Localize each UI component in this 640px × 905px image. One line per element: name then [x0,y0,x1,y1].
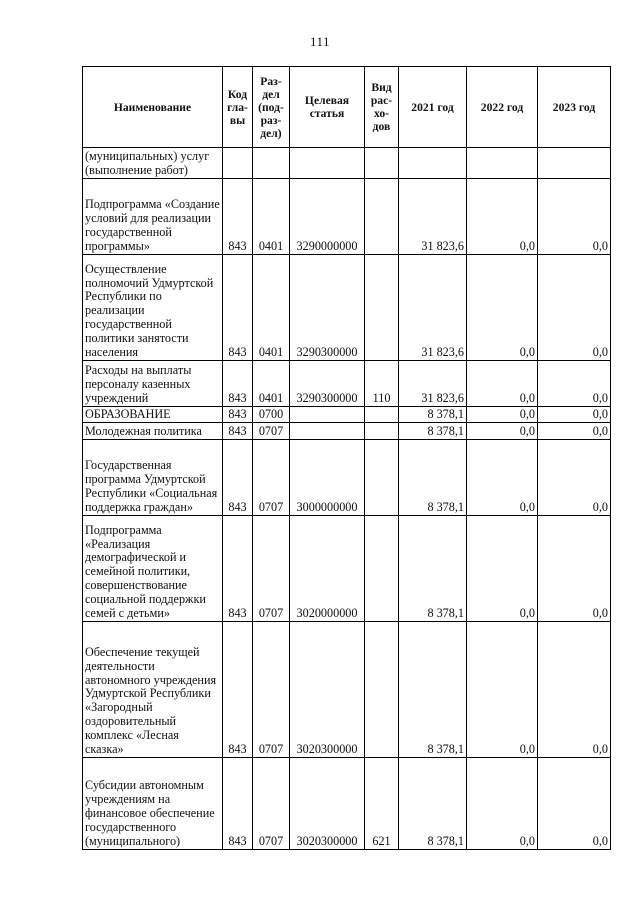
cell-target-article: 3020000000 [290,516,365,622]
cell-section: 0700 [253,407,290,423]
header-year-2023: 2023 год [538,67,611,148]
cell-chapter-code: 843 [223,758,253,850]
cell-year-2022: 0,0 [467,758,538,850]
cell-year-2023: 0,0 [538,758,611,850]
cell-section: 0707 [253,622,290,758]
cell-year-2022: 0,0 [467,255,538,361]
cell-target-article: 3020300000 [290,758,365,850]
header-chapter-code: Код гла- вы [223,67,253,148]
cell-chapter-code: 843 [223,423,253,440]
cell-year-2023: 0,0 [538,255,611,361]
header-target-article: Целевая статья [290,67,365,148]
cell-year-2022: 0,0 [467,407,538,423]
cell-year-2022: 0,0 [467,622,538,758]
cell-name: (муниципальных) услуг (выполнение работ) [83,148,223,179]
cell-section: 0707 [253,440,290,516]
cell-expense-type [365,622,399,758]
cell-target-article [290,423,365,440]
table-row [83,516,611,622]
cell-target-article [290,407,365,423]
cell-name: Государственная программа Удмуртской Республики «Социальная поддержка граждан» [83,440,223,516]
cell-target-article: 3020300000 [290,622,365,758]
header-year-2021: 2021 год [399,67,467,148]
cell-year-2022 [467,148,538,179]
cell-section [253,148,290,179]
cell-target-article: 3290300000 [290,361,365,407]
cell-chapter-code: 843 [223,407,253,423]
table-row [83,622,611,758]
cell-target-article: 3290300000 [290,255,365,361]
cell-chapter-code [223,148,253,179]
cell-year-2022: 0,0 [467,179,538,255]
table-row [83,361,611,407]
cell-year-2023: 0,0 [538,423,611,440]
cell-expense-type: 110 [365,361,399,407]
cell-chapter-code: 843 [223,179,253,255]
cell-expense-type [365,148,399,179]
cell-year-2021: 31 823,6 [399,255,467,361]
cell-section: 0707 [253,758,290,850]
cell-name: Обеспечение текущей деятельности автономного учреждения Удмуртской Республики «Загородный оздоровительный комплекс «Лесная сказка» [83,622,223,758]
cell-expense-type [365,255,399,361]
cell-target-article: 3000000000 [290,440,365,516]
cell-year-2023: 0,0 [538,407,611,423]
cell-year-2021: 8 378,1 [399,516,467,622]
cell-name: Подпрограмма «Создание условий для реализации государственной программы» [83,179,223,255]
cell-section: 0401 [253,179,290,255]
header-section: Раз- дел (под- раз- дел) [253,67,290,148]
cell-year-2023: 0,0 [538,361,611,407]
table-row [83,407,611,423]
table-row [83,440,611,516]
cell-name: Подпрограмма «Реализация демографической и семейной политики, совершенствование социальной поддержки семей с детьми» [83,516,223,622]
cell-name: ОБРАЗОВАНИЕ [83,407,223,423]
cell-year-2021 [399,148,467,179]
cell-year-2023: 0,0 [538,440,611,516]
cell-year-2022: 0,0 [467,516,538,622]
cell-year-2022: 0,0 [467,423,538,440]
cell-chapter-code: 843 [223,255,253,361]
cell-year-2021: 8 378,1 [399,622,467,758]
table-row [83,255,611,361]
cell-year-2021: 31 823,6 [399,179,467,255]
table-row [83,423,611,440]
cell-expense-type: 621 [365,758,399,850]
cell-name: Молодежная политика [83,423,223,440]
cell-name: Осуществление полномочий Удмуртской Республики по реализации государственной политики занятости населения [83,255,223,361]
cell-section: 0707 [253,423,290,440]
cell-chapter-code: 843 [223,440,253,516]
header-expense-type: Вид рас- хо- дов [365,67,399,148]
cell-expense-type [365,407,399,423]
table-row [83,179,611,255]
cell-name: Субсидии автономным учреждениям на финансовое обеспечение государственного (муниципального) [83,758,223,850]
cell-expense-type [365,179,399,255]
cell-year-2021: 31 823,6 [399,361,467,407]
page-number: 111 [309,34,331,49]
cell-section: 0401 [253,361,290,407]
cell-name: Расходы на выплаты персоналу казенных учреждений [83,361,223,407]
cell-target-article [290,148,365,179]
cell-target-article: 3290000000 [290,179,365,255]
cell-year-2021: 8 378,1 [399,440,467,516]
header-year-2022: 2022 год [467,67,538,148]
cell-year-2023: 0,0 [538,516,611,622]
cell-year-2022: 0,0 [467,440,538,516]
cell-section: 0401 [253,255,290,361]
cell-year-2022: 0,0 [467,361,538,407]
table-row [83,758,611,850]
cell-year-2021: 8 378,1 [399,423,467,440]
cell-year-2023: 0,0 [538,179,611,255]
cell-chapter-code: 843 [223,622,253,758]
cell-section: 0707 [253,516,290,622]
table-row [83,148,611,179]
cell-year-2023: 0,0 [538,622,611,758]
cell-expense-type [365,423,399,440]
budget-table [82,66,611,850]
cell-expense-type [365,516,399,622]
cell-expense-type [365,440,399,516]
header-name: Наименование [83,67,223,148]
cell-chapter-code: 843 [223,361,253,407]
table-header-row [83,67,611,148]
cell-year-2021: 8 378,1 [399,758,467,850]
cell-year-2021: 8 378,1 [399,407,467,423]
cell-year-2023 [538,148,611,179]
cell-chapter-code: 843 [223,516,253,622]
